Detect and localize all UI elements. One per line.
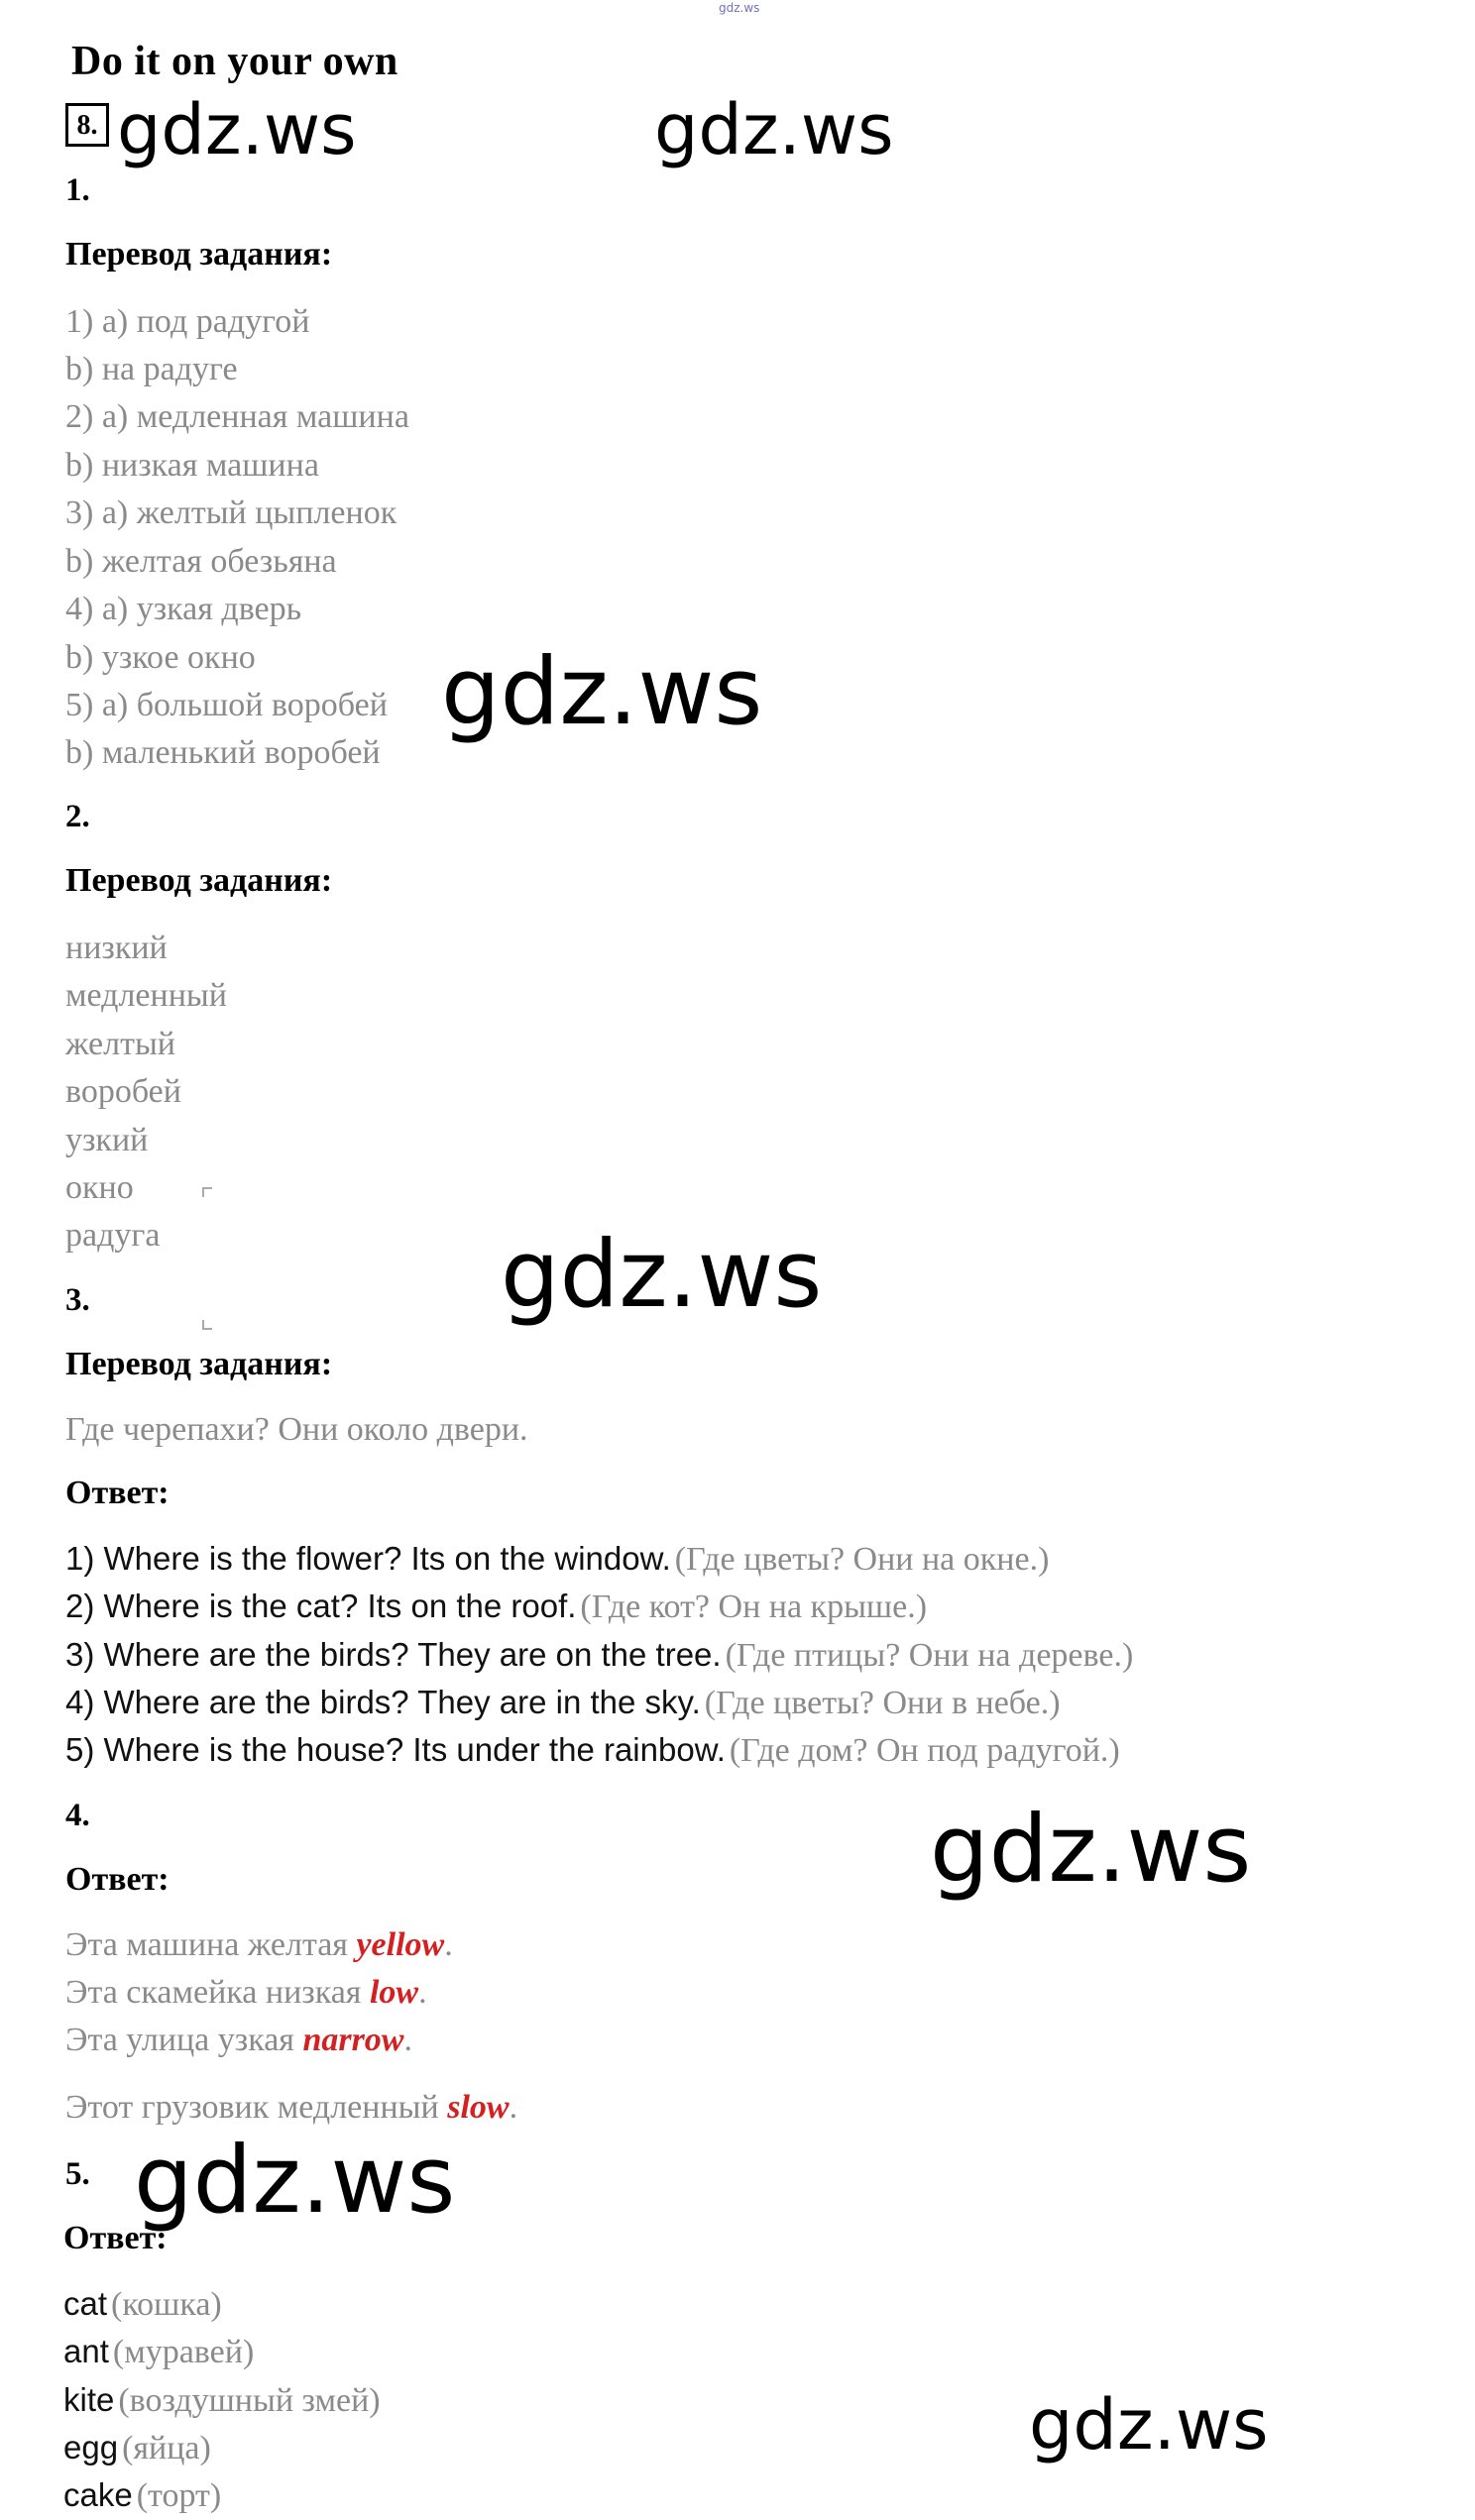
section-2-line: радуга (65, 1217, 161, 1254)
crop-mark (202, 1320, 212, 1330)
sentence-end: . (509, 2089, 518, 2126)
section-3-label: Перевод задания: (65, 1346, 333, 1382)
section-3-number: 3. (65, 1282, 90, 1318)
top-watermark: gdz.ws (719, 1, 760, 15)
answer-translation: (Где дом? Он под радугой.) (729, 1732, 1120, 1769)
russian-translation: (воздушный змей) (118, 2382, 381, 2419)
answer-english: 4) Where are the birds? They are in the sky. (65, 1684, 701, 1720)
watermark: gdz.ws (134, 2127, 456, 2235)
watermark: gdz.ws (501, 1221, 823, 1329)
russian-sentence: Этот грузовик медленный (65, 2089, 439, 2126)
section-3-answer-label: Ответ: (65, 1475, 170, 1511)
section-4-line (65, 1926, 453, 1964)
section-4-number: 4. (65, 1798, 90, 1833)
watermark: gdz.ws (930, 1796, 1252, 1904)
answer-translation: (Где цветы? Они в небе.) (704, 1685, 1061, 1721)
answer-english: 3) Where are the birds? They are on the tree. (65, 1636, 722, 1673)
section-3-answer (65, 1731, 1120, 1770)
section-2-line: низкий (65, 930, 168, 966)
section-3-answer (65, 1588, 927, 1626)
russian-sentence: Эта скамейка низкая (65, 1974, 362, 2011)
russian-sentence: Эта машина желтая (65, 1926, 348, 1963)
sentence-end: . (418, 1974, 427, 2011)
section-4-line (65, 1974, 427, 2012)
section-1-line: b) узкое окно (65, 639, 256, 676)
answer-translation: (Где птицы? Они на дереве.) (725, 1637, 1134, 1674)
section-1-number: 1. (65, 172, 90, 208)
section-3-answer (65, 1636, 1133, 1675)
section-5-line (63, 2476, 221, 2515)
answer-english: 5) Where is the house? Its under the rainbow. (65, 1731, 726, 1768)
answer-english: 2) Where is the cat? Its on the roof. (65, 1588, 577, 1624)
section-2-line: медленный (65, 977, 227, 1014)
section-5-line (63, 2429, 211, 2467)
section-5-line (63, 2285, 222, 2324)
section-2-label: Перевод задания: (65, 862, 333, 899)
english-answer: slow (447, 2089, 510, 2126)
sentence-end: . (444, 1926, 453, 1963)
russian-translation: (торт) (136, 2477, 222, 2514)
section-1-line: b) низкая машина (65, 447, 319, 484)
section-5-answer-label: Ответ: (63, 2220, 168, 2256)
section-3-answer (65, 1540, 1049, 1579)
watermark: gdz.ws (1029, 2384, 1269, 2465)
section-5-number: 5. (65, 2156, 90, 2192)
section-4-line (65, 2089, 517, 2127)
section-1-line: 1) а) под радугой (65, 303, 310, 340)
exercise-number-box: 8. (65, 103, 109, 147)
russian-translation: (яйца) (122, 2430, 211, 2466)
watermark: gdz.ws (117, 89, 357, 170)
section-1-line: b) маленький воробей (65, 734, 381, 771)
section-2-line: окно (65, 1169, 134, 1206)
section-5-line (63, 2333, 254, 2371)
answer-translation: (Где цветы? Они на окне.) (674, 1541, 1050, 1578)
answer-translation: (Где кот? Он на крыше.) (580, 1589, 928, 1625)
section-5-line (63, 2381, 381, 2420)
section-1-line: 5) а) большой воробей (65, 687, 388, 723)
english-word: egg (63, 2429, 119, 2465)
section-1-line: 4) а) узкая дверь (65, 591, 302, 627)
english-answer: yellow (356, 1926, 445, 1963)
answer-english: 1) Where is the flower? Its on the window. (65, 1540, 671, 1577)
section-4-answer-label: Ответ: (65, 1861, 170, 1898)
english-answer: narrow (302, 2022, 404, 2058)
section-4-line (65, 2022, 412, 2059)
section-1-line: b) желтая обезьяна (65, 543, 337, 580)
section-1-line: b) на радуге (65, 351, 238, 387)
section-2-line: воробей (65, 1073, 181, 1110)
section-2-line: желтый (65, 1026, 175, 1062)
section-1-label: Перевод задания: (65, 236, 333, 273)
english-word: kite (63, 2381, 115, 2418)
page-title: Do it on your own (71, 39, 398, 84)
crop-mark (202, 1187, 212, 1197)
section-1-line: 2) а) медленная машина (65, 398, 409, 435)
sentence-end: . (403, 2022, 412, 2058)
english-word: ant (63, 2333, 109, 2369)
watermark: gdz.ws (441, 638, 763, 746)
english-word: cat (63, 2285, 108, 2322)
watermark: gdz.ws (654, 89, 894, 170)
section-2-line: узкий (65, 1122, 149, 1158)
russian-translation: (кошка) (111, 2286, 222, 2323)
section-2-number: 2. (65, 799, 90, 834)
section-1-line: 3) а) желтый цыпленок (65, 494, 397, 531)
english-word: cake (63, 2476, 133, 2513)
english-answer: low (369, 1974, 419, 2011)
section-3-prompt: Где черепахи? Они около двери. (65, 1411, 528, 1448)
russian-translation: (муравей) (112, 2334, 255, 2370)
russian-sentence: Эта улица узкая (65, 2022, 294, 2058)
section-3-answer (65, 1684, 1061, 1722)
